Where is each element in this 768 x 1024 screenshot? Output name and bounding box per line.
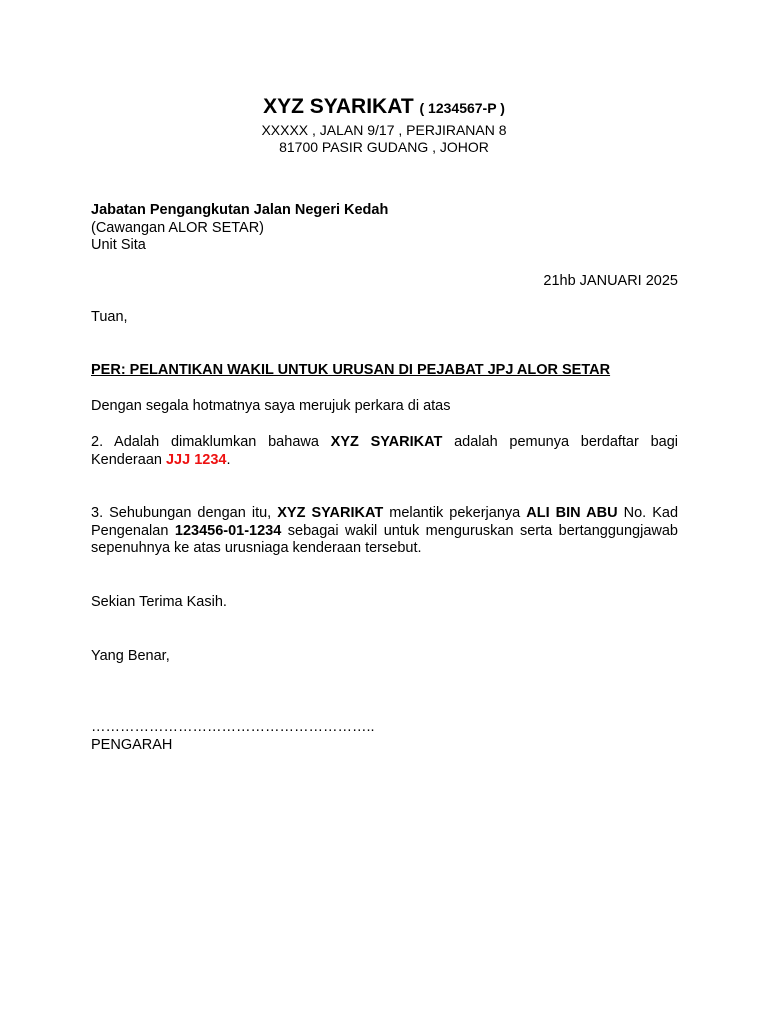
recipient-department: Jabatan Pengangkutan Jalan Negeri Kedah — [91, 202, 389, 218]
paragraph-2-prefix: 2. Adalah dimaklumkan bahawa — [91, 434, 331, 450]
closing-regards: Yang Benar, — [91, 648, 170, 664]
paragraph-2 — [91, 434, 678, 469]
closing-thanks: Sekian Terima Kasih. — [91, 594, 227, 610]
address-line-1: XXXXX , JALAN 9/17 , PERJIRANAN 8 — [261, 122, 507, 138]
paragraph-3-middle-2: No. Kad Pengenalan — [91, 505, 679, 539]
subject-line — [91, 362, 678, 380]
company-title — [0, 93, 768, 122]
paragraph-2-middle: adalah pemunya berdaftar bagi Kenderaan — [91, 434, 678, 468]
employee-name: ALI BIN ABU — [526, 505, 618, 521]
paragraph-3-suffix: sebagai wakil untuk menguruskan serta bertanggungjawab sepenuhnya ke atas urusniaga kenderaan tersebut. — [91, 522, 679, 556]
paragraph-1: Dengan segala hotmatnya saya merujuk perkara di atas — [91, 398, 451, 414]
ic-number: 123456-01-1234 — [174, 522, 282, 539]
vehicle-number: JJJ 1234 — [165, 451, 227, 468]
signature-block — [91, 719, 678, 754]
company-name: XYZ SYARIKAT — [263, 95, 414, 118]
paragraph-2-suffix: . — [226, 451, 231, 468]
paragraph-3-middle-1: melantik pekerjanya — [383, 505, 527, 521]
letter-date: 21hb JANUARI 2025 — [543, 273, 678, 289]
subject-text: PER: PELANTIKAN WAKIL UNTUK URUSAN DI PEJABAT JPJ ALOR SETAR — [91, 362, 611, 378]
paragraph-3-prefix: 3. Sehubungan dengan itu, — [91, 505, 278, 521]
signature-line: ………………………………………………….. — [91, 719, 375, 735]
recipient-unit: Unit Sita — [91, 237, 146, 253]
address-line-2: 81700 PASIR GUDANG , JOHOR — [279, 139, 489, 155]
recipient-branch: (Cawangan ALOR SETAR) — [91, 219, 264, 236]
paragraph-2-company: XYZ SYARIKAT — [330, 434, 443, 450]
company-registration: ( 1234567-P ) — [419, 100, 505, 116]
salutation: Tuan, — [91, 309, 128, 325]
signatory-title: PENGARAH — [91, 736, 173, 753]
paragraph-3 — [91, 505, 678, 558]
recipient-block — [91, 202, 678, 255]
letterhead — [0, 93, 768, 156]
paragraph-3-company: XYZ SYARIKAT — [277, 505, 384, 521]
